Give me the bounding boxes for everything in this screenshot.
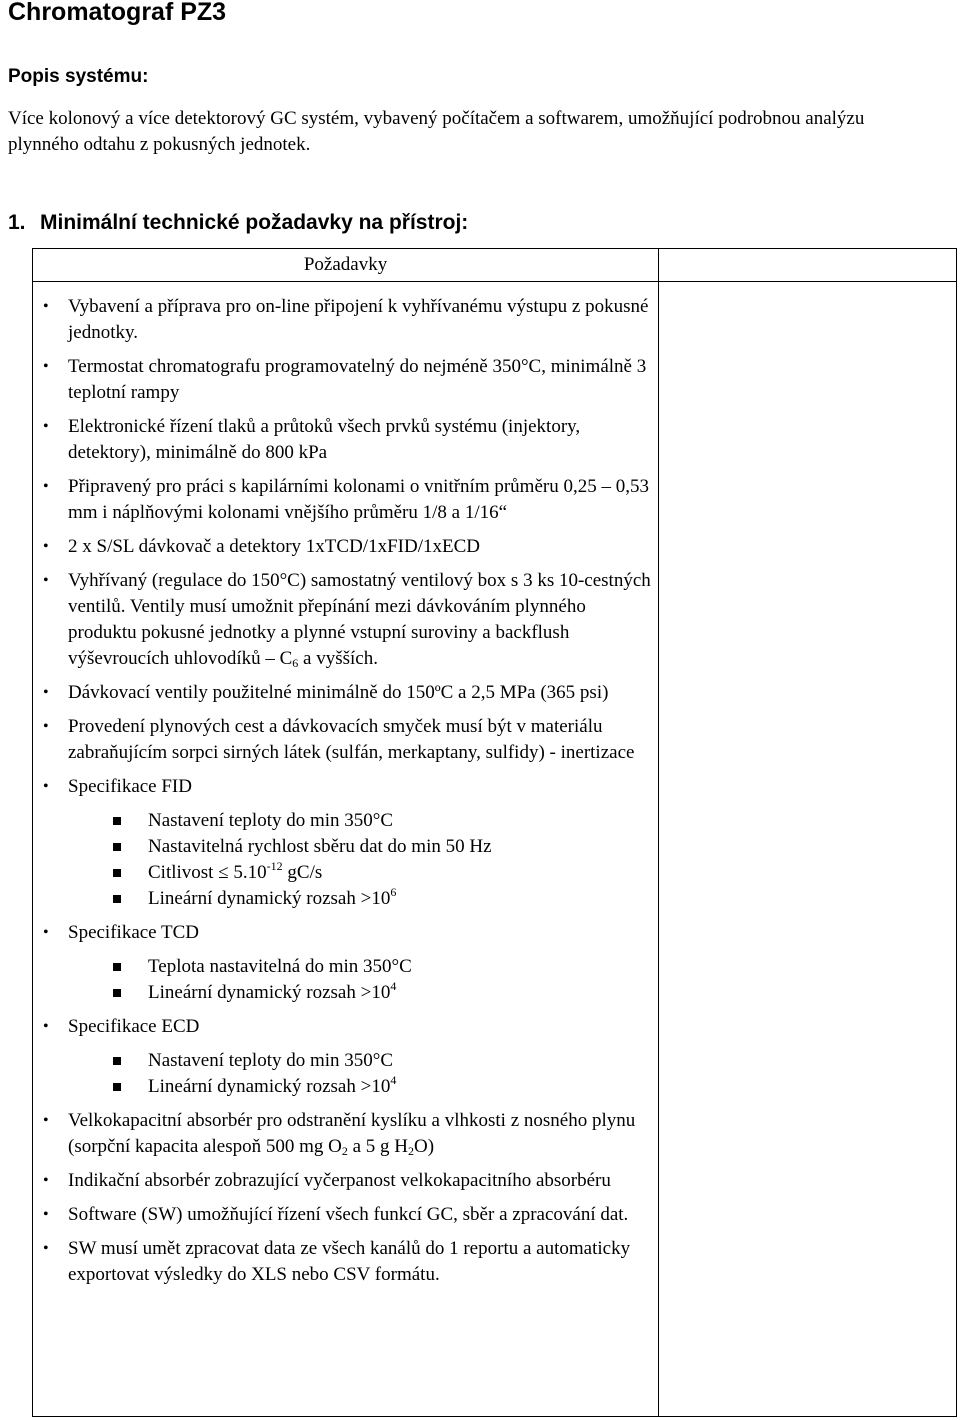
- square-bullet-icon: [113, 989, 121, 997]
- bullet-icon: •: [43, 572, 49, 589]
- bullet-icon: •: [43, 1172, 49, 1189]
- bullet-icon: •: [43, 1240, 49, 1257]
- bullet-icon: •: [43, 1018, 49, 1035]
- list-item: • Velkokapacitní absorbér pro odstranění kyslíku a vlhkosti z nosného plynu (sorpční kapacita alespoň 500 mg $O_2$ a 5 g $H_2O$): [43, 1110, 636, 1158]
- list-item: • SW musí umět zpracovat data ze všech kanálů do 1 reportu a automaticky exportovat výsledky do XLS nebo CSV formátu.: [43, 1238, 631, 1285]
- ecd-spec-label: Specifikace ECD: [68, 1016, 200, 1037]
- bullet-icon: •: [43, 778, 49, 795]
- requirements-list: [33, 282, 658, 1288]
- requirements-cell: [33, 282, 659, 1417]
- list-item: • Software (SW) umožňující řízení všech funkcí GC, sběr a zpracování dat.: [33, 1202, 658, 1228]
- tcd-sublist: [68, 954, 652, 1006]
- sub-list-item: Citlivost ≤ $5.10^{-12}$ gC/s: [68, 860, 652, 886]
- sub-list-item: Lineární dynamický rozsah $>10^6$: [68, 886, 652, 912]
- requirements-header: Požadavky: [33, 249, 659, 282]
- list-item: • Připravený pro práci s kapilárními kolonami o vnitřním průměru 0,25 – 0,53 mm i náplňovými kolonami vnějšího průměru 1/8 a 1/16“: [43, 476, 649, 523]
- sub-list-item: Lineární dynamický rozsah $>10^4$: [68, 1074, 652, 1100]
- fid-sublist: [68, 808, 652, 912]
- sub-list-item: Nastavení teploty do min 350°C: [68, 808, 652, 834]
- bullet-icon: •: [43, 538, 49, 555]
- fid-spec-item: [33, 774, 658, 912]
- square-bullet-icon: [113, 895, 121, 903]
- list-item: • Vyhřívaný (regulace do 150°C) samostatný ventilový box s 3 ks 10-cestných ventilů. Ventily musí umožnit přepínání mezi dávkováním plynného produktu pokusné jednotky a plynné vstupní suroviny a backflush výševroucích uhlovodíků – $C_6$ a vyšších.: [43, 570, 651, 670]
- bullet-icon: •: [43, 718, 49, 735]
- section-number: 1.: [8, 211, 26, 234]
- list-item: • 2 x S/SL dávkovač a detektory 1xTCD/1xFID/1xECD: [33, 534, 658, 560]
- description-text: Více kolonový a více detektorový GC systém, vybavený počítačem a softwarem, umožňující podrobnou analýzu plynného odtahu z pokusných jednotek.: [8, 108, 865, 155]
- square-bullet-icon: [113, 869, 121, 877]
- bullet-icon: •: [43, 1206, 49, 1223]
- response-header: [659, 249, 957, 282]
- tcd-spec-item: [33, 920, 658, 1006]
- square-bullet-icon: [113, 963, 121, 971]
- section-heading: [8, 211, 468, 235]
- section-title: Minimální technické požadavky na přístroj:: [40, 211, 469, 234]
- square-bullet-icon: [113, 817, 121, 825]
- response-cell: [659, 282, 957, 1417]
- bullet-icon: •: [43, 1112, 49, 1129]
- list-item: • Termostat chromatografu programovatelný do nejméně 350°C, minimálně 3 teplotní rampy: [43, 356, 647, 403]
- square-bullet-icon: [113, 843, 121, 851]
- sub-list-item: Nastavitelná rychlost sběru dat do min 50 Hz: [68, 834, 652, 860]
- bullet-icon: •: [43, 684, 49, 701]
- sub-list-item: Lineární dynamický rozsah $>10^4$: [68, 980, 652, 1006]
- description-label: Popis systému:: [8, 66, 149, 87]
- bullet-icon: •: [43, 298, 49, 315]
- document-title: Chromatograf PZ3: [8, 0, 227, 26]
- bullet-icon: •: [43, 358, 49, 375]
- list-item: • Provedení plynových cest a dávkovacích smyček musí být v materiálu zabraňujícím sorpci sirných látek (sulfán, merkaptany, sulfidy) - inertizace: [43, 716, 635, 763]
- square-bullet-icon: [113, 1057, 121, 1065]
- list-item: • Vybavení a příprava pro on-line připojení k vyhřívanému výstupu z pokusné jednotky.: [43, 296, 649, 343]
- bullet-icon: •: [43, 418, 49, 435]
- list-item: • Elektronické řízení tlaků a průtoků všech prvků systému (injektory, detektory), minimálně do 800 kPa: [43, 416, 581, 463]
- bullet-icon: •: [43, 924, 49, 941]
- square-bullet-icon: [113, 1083, 121, 1091]
- sub-list-item: Nastavení teploty do min 350°C: [68, 1048, 652, 1074]
- list-item: • Indikační absorbér zobrazující vyčerpanost velkokapacitního absorbéru: [33, 1168, 658, 1194]
- list-item: • Dávkovací ventily použitelné minimálně do 150ºC a 2,5 MPa (365 psi): [33, 680, 658, 706]
- ecd-spec-item: [33, 1014, 658, 1100]
- requirements-table: [32, 248, 957, 1417]
- tcd-spec-label: Specifikace TCD: [68, 922, 200, 943]
- bullet-icon: •: [43, 478, 49, 495]
- fid-spec-label: Specifikace FID: [68, 776, 192, 797]
- sub-list-item: Teplota nastavitelná do min 350°C: [68, 954, 652, 980]
- ecd-sublist: [68, 1048, 652, 1100]
